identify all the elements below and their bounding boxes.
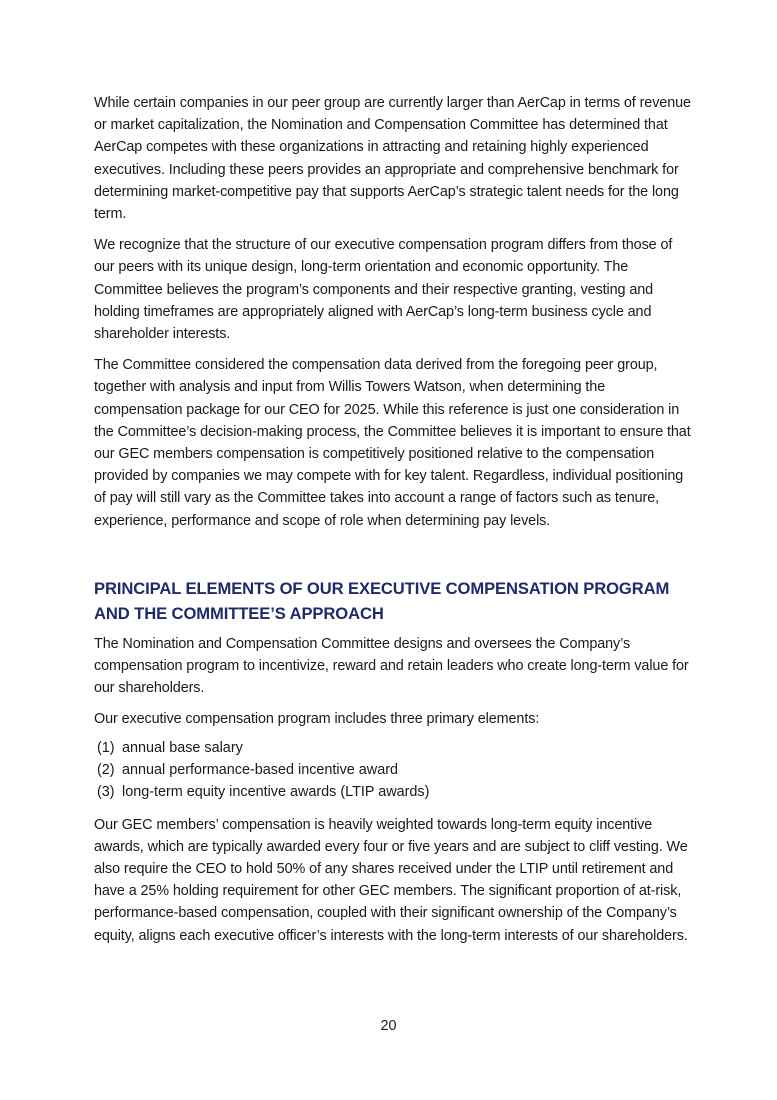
list-item-number: (3) xyxy=(97,784,115,801)
document-page xyxy=(94,92,694,947)
paragraph-program-structure: We recognize that the structure of our executive compensation program differs from those of our peers with its unique design, long-term orientation and economic opportunity. The Committee believes the program’s components and their respective granting, vesting and holding timeframes are appropriately aligned with AerCap’s long-term business cycle and shareholder interests. xyxy=(94,237,673,343)
page-number: 20 xyxy=(380,1018,397,1034)
list-item-text: annual performance-based incentive award xyxy=(122,761,398,778)
section-heading: PRINCIPAL ELEMENTS OF OUR EXECUTIVE COMPENSATION PROGRAM AND THE COMMITTEE’S APPROACH xyxy=(94,578,670,623)
list-item xyxy=(97,781,694,803)
elements-list xyxy=(94,737,694,804)
paragraph-committee-data: The Committee considered the compensation data derived from the foregoing peer group, together with analysis and input from Willis Towers Watson, when determining the compensation package for our CEO for 2025. While this reference is just one consideration in the Committee’s decision-making process, the Committee believes it is important to ensure that our GEC members compensation is competitively positioned relative to the compensation provided by companies we may compete with for key talent. Regardless, individual positioning of pay will still vary as the Committee takes into account a range of factors such as tenure, experience, performance and scope of role when determining pay levels. xyxy=(94,357,691,529)
list-item-number: (2) xyxy=(97,761,115,778)
list-item xyxy=(97,759,694,781)
paragraph-peer-group: While certain companies in our peer group are currently larger than AerCap in terms of revenue or market capitalization, the Nomination and Compensation Committee has determined that AerCap competes with these organizations in attracting and retaining highly experienced executives. Including these peers provides an appropriate and comprehensive benchmark for determining market-competitive pay that supports AerCap’s strategic talent needs for the long term. xyxy=(94,95,691,223)
list-item-text: annual base salary xyxy=(122,739,243,756)
paragraph-elements-lead: Our executive compensation program includes three primary elements: xyxy=(94,711,540,728)
paragraph-section-intro: The Nomination and Compensation Committee designs and oversees the Company’s compensation program to incentivize, reward and retain leaders who create long-term value for our shareholders. xyxy=(94,635,689,697)
list-item-text: long-term equity incentive awards (LTIP awards) xyxy=(122,784,430,801)
list-item-number: (1) xyxy=(97,739,115,756)
list-item xyxy=(97,737,694,759)
paragraph-weighting: Our GEC members’ compensation is heavily weighted towards long-term equity incentive awards, which are typically awarded every four or five years and are subject to cliff vesting. We also require the CEO to hold 50% of any shares received under the LTIP until retirement and have a 25% holding requirement for other GEC members. The significant proportion of at-risk, performance-based compensation, coupled with their significant ownership of the Company’s equity, aligns each executive officer’s interests with the long-term interests of our shareholders. xyxy=(94,816,688,944)
